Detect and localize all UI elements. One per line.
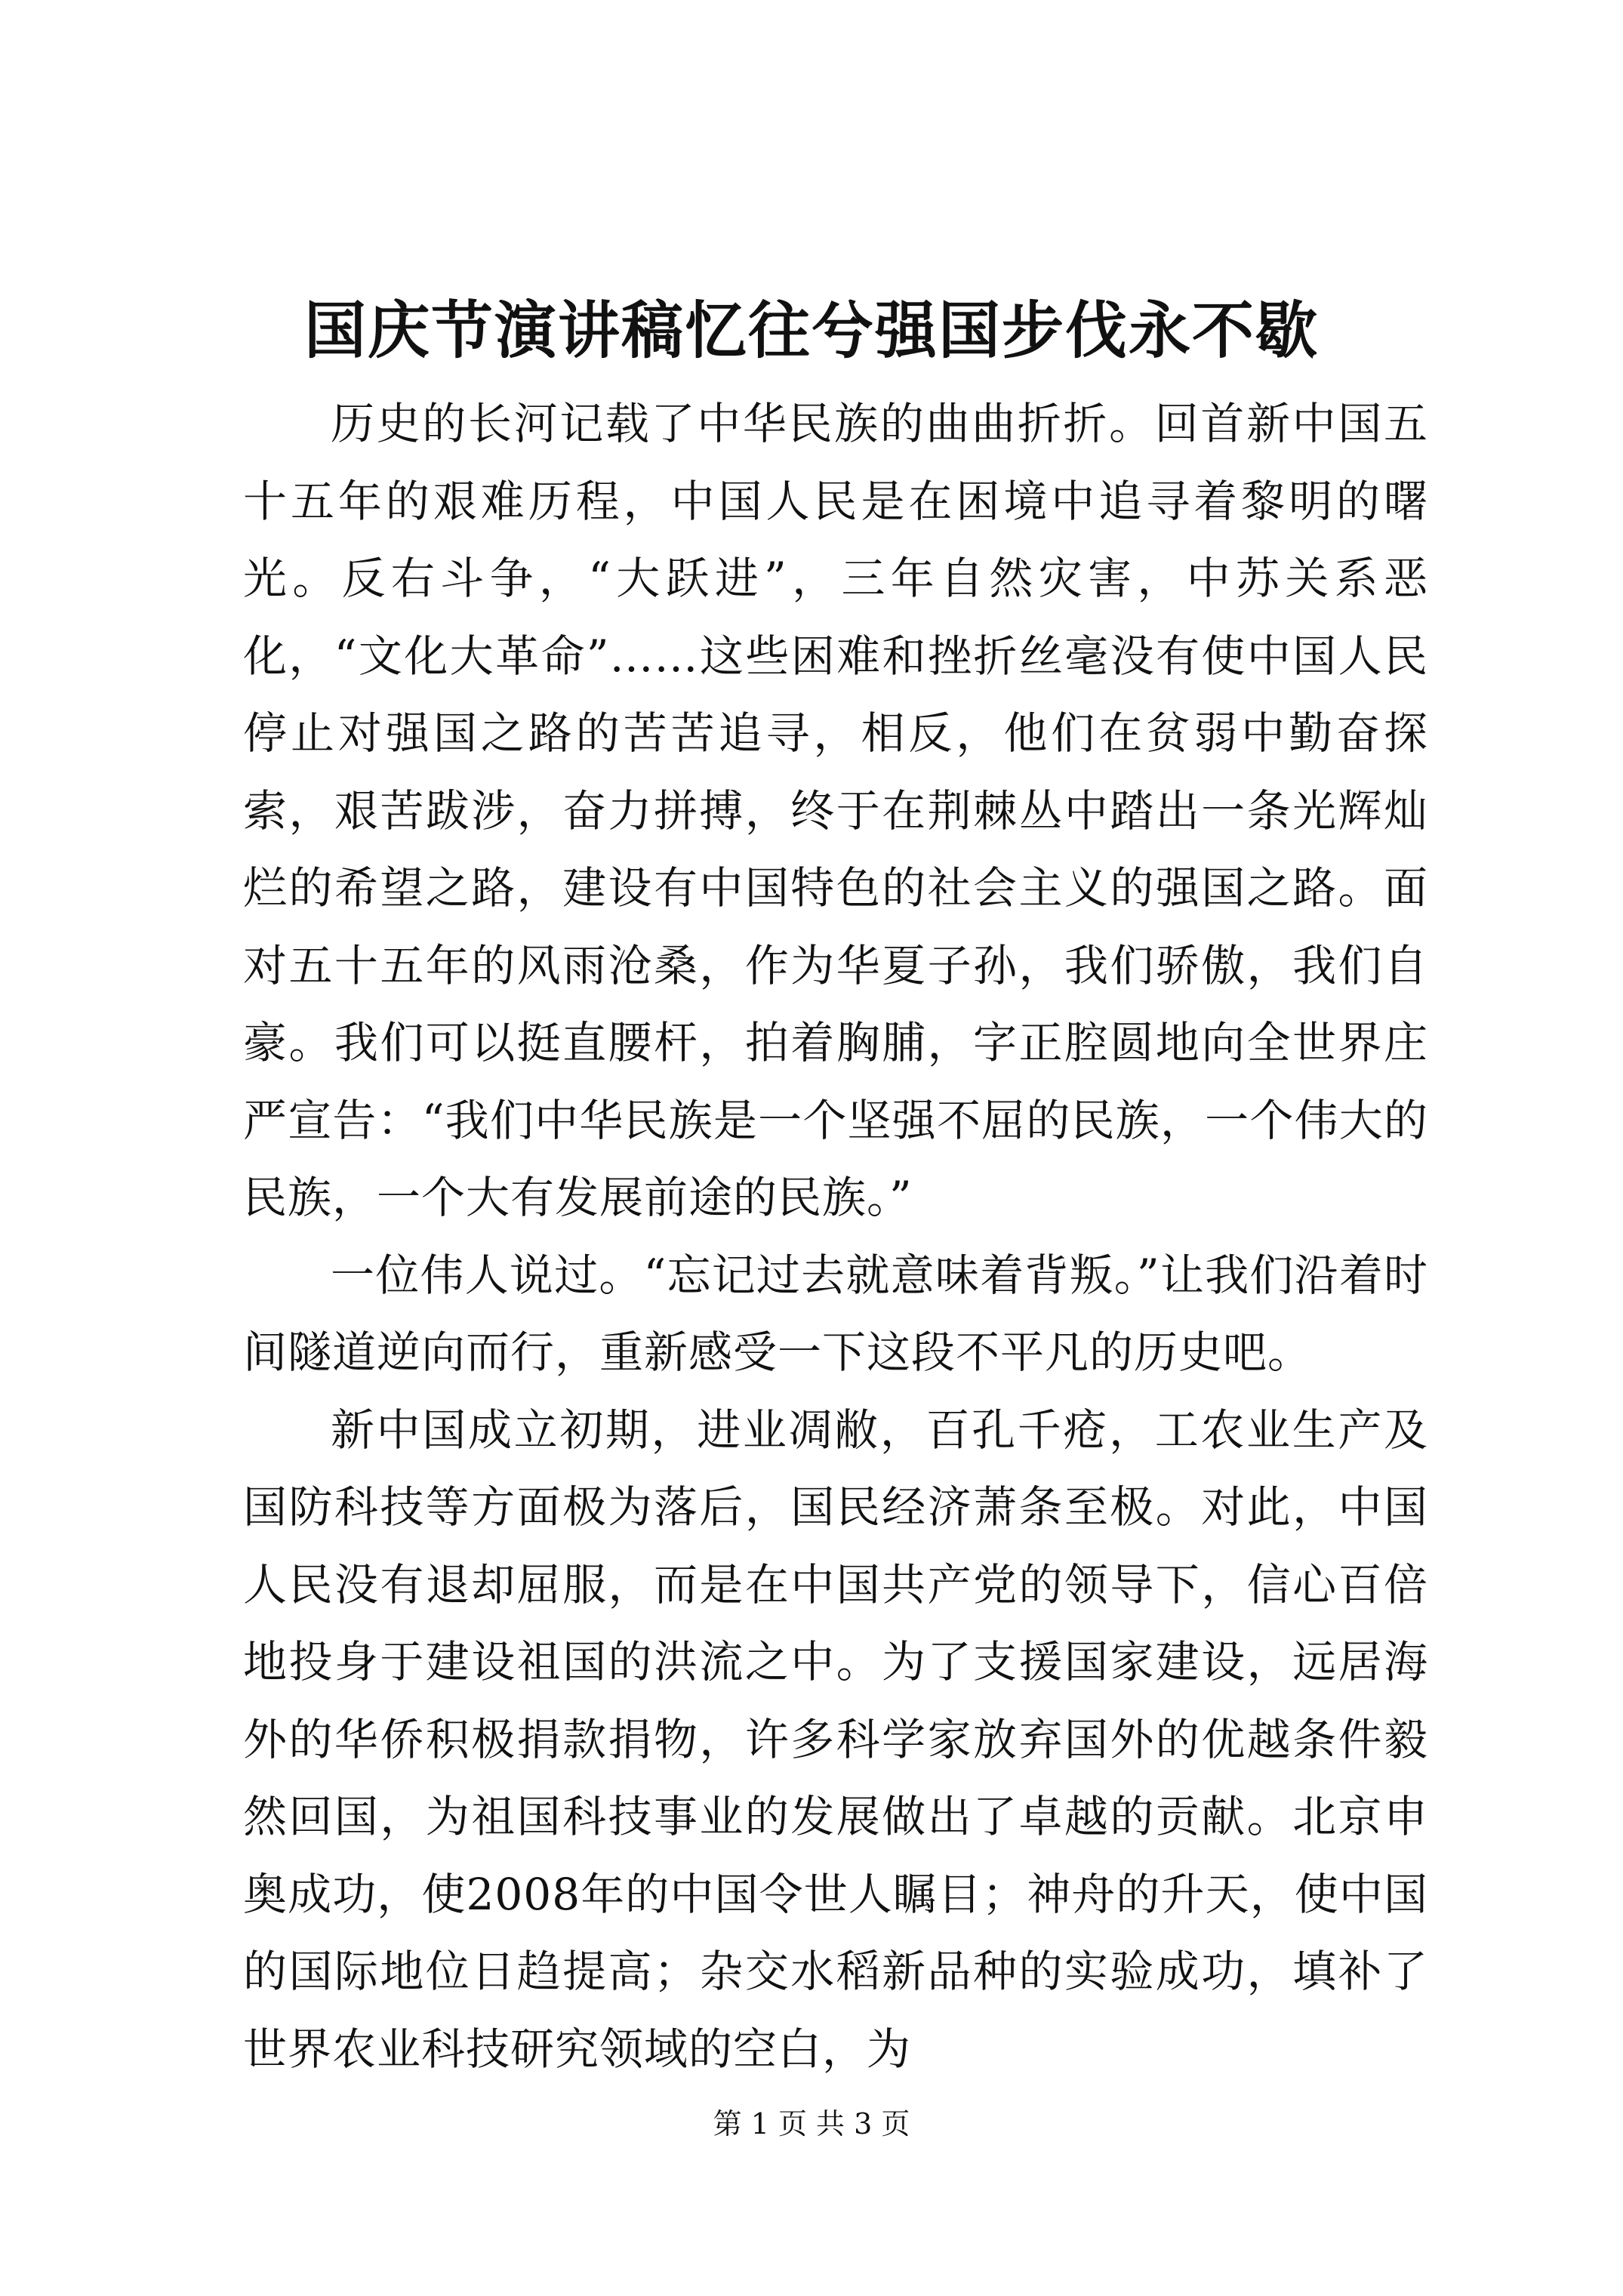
- paragraph-1: 历史的长河记载了中华民族的曲曲折折。回首新中国五十五年的艰难历程，中国人民是在困境中追寻着黎明的曙光。反右斗争，“大跃进”，三年自然灾害，中苏关系恶化，“文化大革命”……这些困难和挫折丝毫没有使中国人民停止对强国之路的苦苦追寻，相反，他们在贫弱中勤奋探索，艰苦跋涉，奋力拼搏，终于在荆棘丛中踏出一条光辉灿烂的希望之路，建设有中国特色的社会主义的强国之路。面对五十五年的风雨沧桑，作为华夏子孙，我们骄傲，我们自豪。我们可以挺直腰杆，拍着胸脯，字正腔圆地向全世界庄严宣告：“我们中华民族是一个坚强不屈的民族，一个伟大的民族，一个大有发展前途的民族。”: [243, 398, 1428, 1223]
- paragraph-3: 新中国成立初期，进业凋敝，百孔千疮，工农业生产及国防科技等方面极为落后，国民经济萧条至极。对此，中国人民没有退却屈服，而是在中国共产党的领导下，信心百倍地投身于建设祖国的洪流之中。为了支援国家建设，远居海外的华侨积极捐款捐物，许多科学家放弃国外的优越条件毅然回国，为祖国科技事业的发展做出了卓越的贡献。北京申奥成功，使2008年的中国令世人瞩目；神舟的升天，使中国的国际地位日趋提高；杂交水稻新品种的实验成功，填补了世界农业科技研究领域的空白，为: [243, 1404, 1428, 2075]
- document-title: 国庆节演讲稿忆往兮强国步伐永不歇: [303, 294, 1319, 367]
- document-body: [243, 385, 1428, 2088]
- page-footer: 第 1 页 共 3 页: [713, 2107, 910, 2140]
- paragraph-2: 一位伟人说过。“忘记过去就意味着背叛。”让我们沿着时间隧道逆向而行，重新感受一下这段不平凡的历史吧。: [243, 1249, 1428, 1378]
